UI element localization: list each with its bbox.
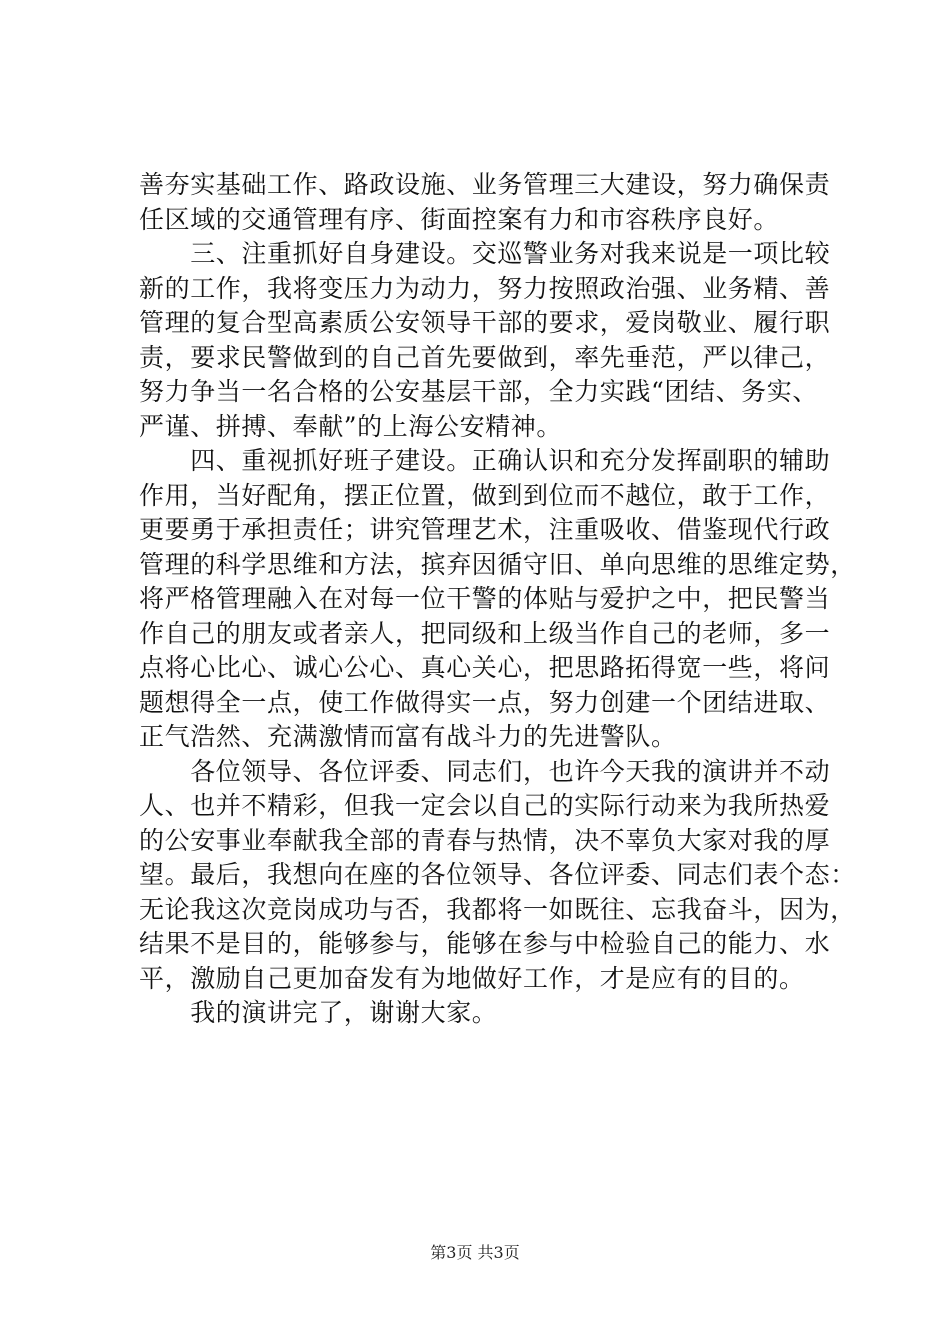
text-line: 善夯实基础工作、路政设施、业务管理三大建设，努力确保责	[139, 170, 831, 199]
text-line: 四、重视抓好班子建设。正确认识和充分发挥副职的辅助	[139, 446, 831, 475]
text-line: 望。最后，我想向在座的各位领导、各位评委、同志们表个态：	[139, 860, 856, 889]
page-number-label: 第3页 共3页	[430, 1243, 520, 1262]
text-line: 人、也并不精彩，但我一定会以自己的实际行动来为我所热爱	[139, 791, 831, 820]
text-line: 无论我这次竞岗成功与否，我都将一如既往、忘我奋斗，因为，	[139, 894, 856, 924]
text-line: 责，要求民警做到的自己首先要做到，率先垂范，严以律己，	[139, 342, 831, 372]
text-line: 点将心比心、诚心公心、真心关心，把思路拓得宽一些，将问	[139, 653, 831, 682]
text-line: 的公安事业奉献我全部的青春与热情，决不辜负大家对我的厚	[139, 825, 831, 855]
text-line: 各位领导、各位评委、同志们，也许今天我的演讲并不动	[139, 756, 831, 786]
text-line: 作自己的朋友或者亲人，把同级和上级当作自己的老师，多一	[139, 618, 831, 648]
text-line: 平，激励自己更加奋发有为地做好工作，才是应有的目的。	[139, 963, 805, 993]
text-line: 我的演讲完了，谢谢大家。	[139, 998, 498, 1027]
text-line: 作用，当好配角，摆正位置，做到到位而不越位，敢于工作，	[139, 480, 831, 510]
text-line: 管理的复合型高素质公安领导干部的要求，爱岗敬业、履行职	[139, 308, 831, 337]
text-line: 管理的科学思维和方法，摈弃因循守旧、单向思维的思维定势，	[139, 549, 856, 579]
text-line: 努力争当一名合格的公安基层干部，全力实践“团结、务实、	[139, 377, 818, 406]
text-line: 新的工作，我将变压力为动力，努力按照政治强、业务精、善	[139, 273, 831, 303]
text-line: 更要勇于承担责任；讲究管理艺术，注重吸收、借鉴现代行政	[139, 515, 831, 544]
text-line: 结果不是目的，能够参与，能够在参与中检验自己的能力、水	[139, 929, 831, 958]
text-line: 将严格管理融入在对每一位干警的体贴与爱护之中，把民警当	[139, 584, 831, 613]
text-line: 三、注重抓好自身建设。交巡警业务对我来说是一项比较	[139, 239, 831, 268]
text-line: 题想得全一点，使工作做得实一点，努力创建一个团结进取、	[139, 687, 831, 717]
text-line: 正气浩然、充满激情而富有战斗力的先进警队。	[139, 722, 677, 751]
text-line: 严谨、拼搏、奉献”的上海公安精神。	[139, 411, 562, 441]
document-body	[139, 168, 856, 1031]
text-line: 任区域的交通管理有序、街面控案有力和市容秩序良好。	[139, 204, 780, 234]
page-footer	[0, 1243, 950, 1263]
